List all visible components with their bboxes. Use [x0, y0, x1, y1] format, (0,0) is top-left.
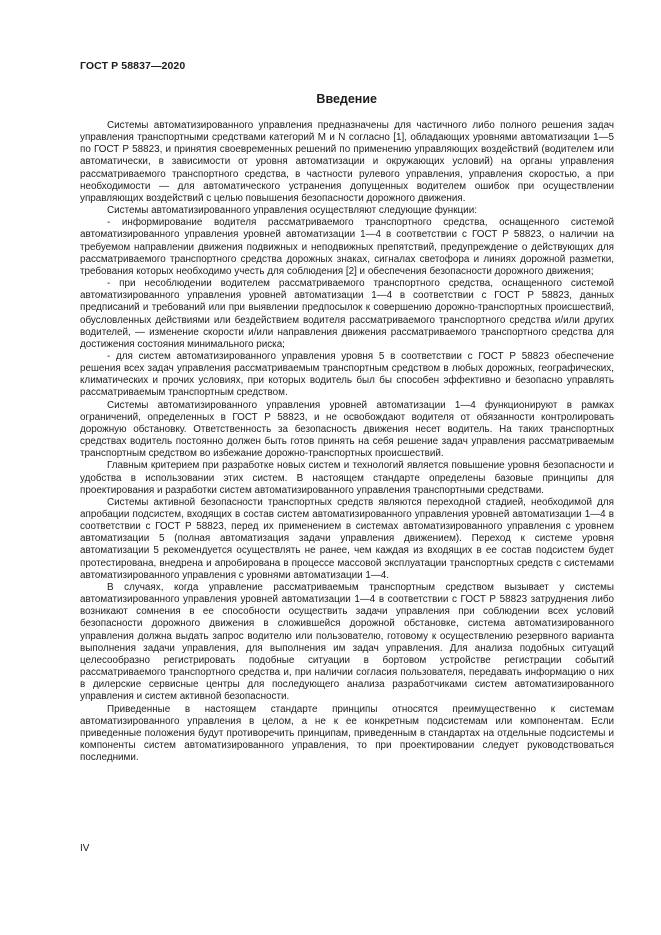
page-number: IV [80, 843, 90, 854]
list-item-level-5: - для систем автоматизированного управления уровня 5 в соответствии с ГОСТ Р 58823 обеспечение решения всех задач управления рассматриваемым транспортным средством в любых дорожных, географических, климатических и прочих условиях, при которых водитель был бы способен эффективно и безопасно управлять рассматриваемым транспортным средством. [80, 350, 614, 399]
paragraph-difficult-cases: В случаях, когда управление рассматриваемым транспортным средством вызывает у системы автоматизированного управления уровней автоматизации 1—4 в соответствии с ГОСТ Р 58823 затруднения либо возникают сомнения в ее способности осуществить задачи управления при соблюдении всех условий безопасности дорожного движения в сложившейся дорожной обстановке, система автоматизированного управления должна выдать запрос водителю или пользователю, готовому к осуществлению резервного варианта выполнения задачи управления, для выполнения им задач управления. Для анализа подобных ситуаций целесообразно регистрировать подобные ситуации в бортовом устройстве регистрации событий рассматриваемого транспортного средства и, при наличии согласия пользователя, передавать информацию о них в дилерские сервисные центры для последующего анализа разработчиками систем автоматизированного управления и систем активной безопасности. [80, 581, 614, 703]
section-title-wrapper [0, 92, 661, 106]
paragraph-purpose: Системы автоматизированного управления предназначены для частичного либо полного решения задач управления транспортными средствами категорий М и N согласно [1], обладающих уровнями автоматизации 1—5 по ГОСТ Р 58823, и принятия своевременных решений по применению управляющих воздействий (водителем или автоматически, в зависимости от уровня автоматизации и окружающих условий) на органы управления рассматриваемого транспортного средства, в частности рулевого управления, управления скоростью, а при необходимости — для автоматического устранения допущенных водителем ошибок при осуществлении управляющих воздействий с целью повышения безопасности дорожного движения. [80, 120, 614, 204]
section-title: Введение [316, 92, 377, 106]
paragraph-active-safety: Системы активной безопасности транспортных средств являются переходной стадией, необходимой для апробации подсистем, входящих в состав систем автоматизированного управления уровней автоматизации 1—4 в соответствии с ГОСТ Р 58823, перед их применением в системах автоматизированного управления с уровнем автоматизации 5 (полная автоматизация задачи управления движением). Переход к системе уровня автоматизации 5 рекомендуется осуществлять не ранее, чем каждая из входящих в ее состав подсистем будет протестирована, внедрена и апробирована в процессе массовой эксплуатации транспортных средств с системами автоматизированного управления с уровнями автоматизации 1—4. [80, 496, 614, 581]
body-text [80, 120, 614, 764]
list-item-informing: - информирование водителя рассматриваемого транспортного средства, оснащенного системой автоматизированного управления уровней автоматизации 1—4 в соответствии с ГОСТ Р 58823, о наличии на требуемом направлении движения подвижных и неподвижных препятствий, предупреждение о действующих для рассматриваемого транспортного средства дорожных знаках, сигналах светофора и линиях дорожной разметки, требования которых необходимо учесть для соблюдения [2] и обеспечения безопасности дорожного движения; [80, 217, 614, 277]
paragraph-main-criterion: Главным критерием при разработке новых систем и технологий является повышение уровня безопасности и удобства в использовании этих систем. В настоящем стандарте определены базовые принципы для проектирования и разработки систем автоматизированного управления транспортными средствами. [80, 460, 614, 496]
list-item-intervention: - при несоблюдении водителем рассматриваемого транспортного средства, оснащенного системой автоматизированного управления уровней автоматизации 1—4 в соответствии с ГОСТ Р 58823, данных предписаний и требований или при выявлении предпосылок к совершению дорожно-транспортных происшествий, обусловленных действиями или бездействием водителя рассматриваемого транспортного средства и/или других водителей, — изменение скорости и/или направления движения рассматриваемого транспортного средства для достижения состояния минимального риска; [80, 278, 614, 350]
standard-code-header: ГОСТ Р 58837—2020 [80, 60, 186, 72]
paragraph-driver-responsibility: Системы автоматизированного управления уровней автоматизации 1—4 функционируют в рамках ограничений, определенных в ГОСТ Р 58823, и не освобождают водителя от обязанности контролировать дорожную обстановку. Ответственность за безопасность движения несет водитель. На таких транспортных средствах водитель постоянно должен быть готов принять на себя решение задач управления рассматриваемым транспортным средством во избежание дорожно-транспортных происшествий. [80, 399, 614, 460]
paragraph-scope: Приведенные в настоящем стандарте принципы относятся преимущественно к системам автоматизированного управления в целом, а не к ее конкретным подсистемам или компонентам. Если приведенные положения будут противоречить принципам, приведенным в стандартах на отдельные подсистемы и компоненты систем автоматизированного управления, то при проектировании следует руководствоваться последними. [80, 703, 614, 764]
paragraph-functions-intro: Системы автоматизированного управления осуществляют следующие функции: [107, 205, 477, 217]
